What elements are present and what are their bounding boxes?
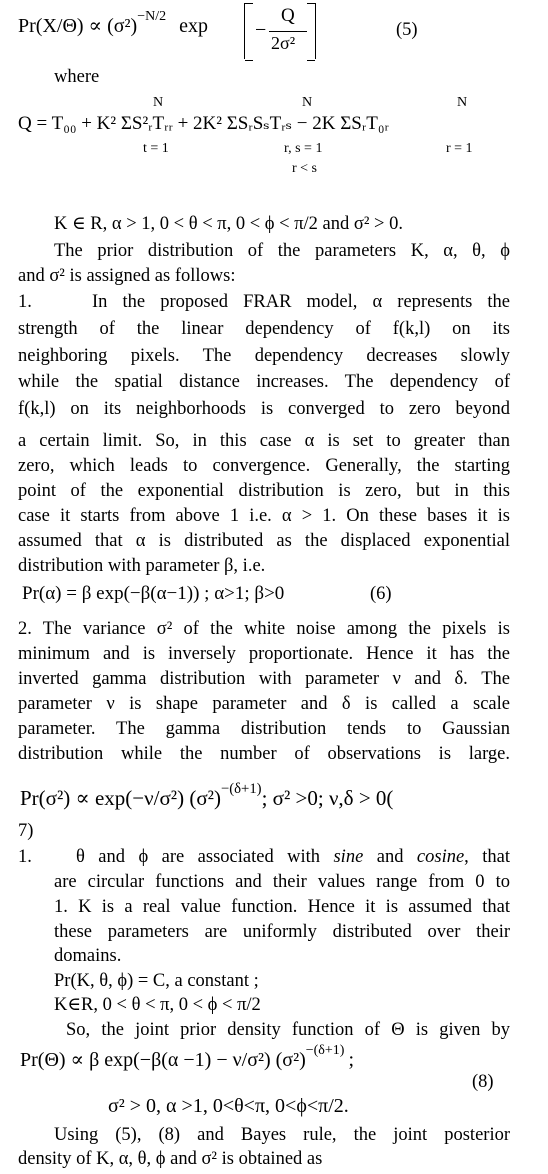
item-1-last-line: distribution with parameter β, i.e. [18,556,266,576]
item-1-line-3: while the spatial distance increases. The dependency of [18,372,510,392]
parameter-conditions: K ∈ R, α > 1, 0 < θ < π, 0 < ϕ < π/2 and σ² > 0. [54,214,403,234]
eq5-exponent: −N/2 [137,9,167,25]
item-2-line-6: distribution while the number of observations is large. [18,744,510,764]
eq7-number: 7) [18,821,34,841]
q-upper-n1: N [153,95,164,110]
item-1-line-4: f(k,l) on its neighborhoods is converged to zero beyond [18,399,510,419]
q-lower-limit-3: r = 1 [446,141,473,156]
q-lower-limit-2: r, s = 1 [284,141,323,156]
item-2-line-4: parameter ν is shape parameter and δ is called a scale [18,694,510,714]
item-1-line-9: assumed that α is distributed as the displaced exponential [18,531,510,551]
eq6-number: (6) [370,584,392,604]
eq7-exponent: −(δ+1) [220,781,262,797]
eq5-fraction-denominator: 2σ² [271,33,296,53]
eq7-conditions: ; σ² >0; ν,δ > 0( [261,786,394,810]
item-2-line-3: inverted gamma distribution with parameter ν and δ. The [18,669,510,689]
q-lower-limit-2b: r < s [292,161,318,176]
item-2-line-1: 2. The variance σ² of the white noise among the pixels is [18,619,510,639]
item-3-last-line: domains. [54,946,122,966]
item-3-line-2: 1. K is a real value function. Hence it is assumed that [54,897,510,917]
eq5-exp: exp [179,15,208,37]
item-1-marker: 1. [18,292,32,312]
item-2-line-2: minimum and is inversely proportionate. Hence it has the [18,644,510,664]
item-1-line-8: case it starts from above 1 i.e. α > 1. On these bases it is [18,506,510,526]
joint-prior-intro: So, the joint prior density function of Θ is given by [66,1020,510,1040]
eq8-number: (8) [472,1072,494,1092]
item-2-line-5: parameter. The gamma distribution tends to Gaussian [18,719,510,739]
item-1-first-line: In the proposed FRAR model, α represents the [92,292,510,312]
eq5-bracket: − Q 2σ² [244,3,316,59]
prior-paragraph-line-2: and σ² is assigned as follows: [18,266,236,286]
prior-paragraph-line-1: The prior distribution of the parameters K, α, θ, ϕ [54,241,510,261]
equation-5 [18,9,208,38]
item-3-text-a: θ and ϕ are associated with [76,847,334,867]
equation-8-line-1 [20,1043,355,1072]
q-lower-limit-1: t = 1 [143,141,169,156]
eq5-number: (5) [396,20,418,40]
equation-8-line-2: σ² > 0, α >1, 0<θ<π, 0<ϕ<π/2. [108,1095,349,1117]
item-3-cosine: cosine [416,847,465,867]
uniform-prior: Pr(K, θ, ϕ) = C, a constant ; [54,971,259,991]
item-1-line-2: neighboring pixels. The dependency decreases slowly [18,346,510,366]
eq8-exponent: −(δ+1) [305,1043,345,1059]
item-3-line-3: these parameters are uniformly distributed over their [54,922,510,942]
eq7-body: Pr(σ²) ∝ exp(−ν/σ²) (σ²) [20,786,221,810]
eq5-lhs: Pr(X/Θ) ∝ (σ²) [18,15,138,37]
eq8-semicolon: ; [348,1049,355,1071]
item-3-text-b: and [363,847,417,867]
eq5-fraction-numerator: Q [281,5,295,26]
eq5-fraction-bar [269,31,307,32]
item-1-line-7: point of the exponential distribution is zero, but in this [18,481,510,501]
q-upper-n2: N [302,95,313,110]
item-3-first-line [76,846,510,868]
item-1-line-6: zero, which leads to convergence. Generally, the starting [18,456,510,476]
final-paragraph-line-2: density of K, α, θ, ϕ and σ² is obtained as [18,1149,323,1169]
final-paragraph-line-1: Using (5), (8) and Bayes rule, the joint posterior [54,1125,510,1145]
item-1-line-5: a certain limit. So, in this case α is set to greater than [18,431,510,451]
item-3-line-1: are circular functions and their values range from 0 to [54,872,510,892]
uniform-domain: K∈R, 0 < θ < π, 0 < ϕ < π/2 [54,995,261,1015]
item-3-marker: 1. [18,847,32,867]
item-3-text-c: , that [464,847,510,867]
equation-7 [20,781,394,810]
q-equation: Q = T₀₀ + K² ΣS²ᵣTᵣᵣ + 2K² ΣSᵣSₛTᵣₛ − 2K ΣSᵣT₀ᵣ [18,113,389,134]
item-3-sine: sine [333,847,364,867]
q-upper-n3: N [457,95,468,110]
equation-6: Pr(α) = β exp(−β(α−1)) ; α>1; β>0 [22,583,285,604]
where-label: where [54,67,100,87]
item-1-line-1: strength of the linear dependency of f(k,l) on its [18,319,510,339]
eq8-body: Pr(Θ) ∝ β exp(−β(α −1) − ν/σ²) (σ²) [20,1049,306,1071]
